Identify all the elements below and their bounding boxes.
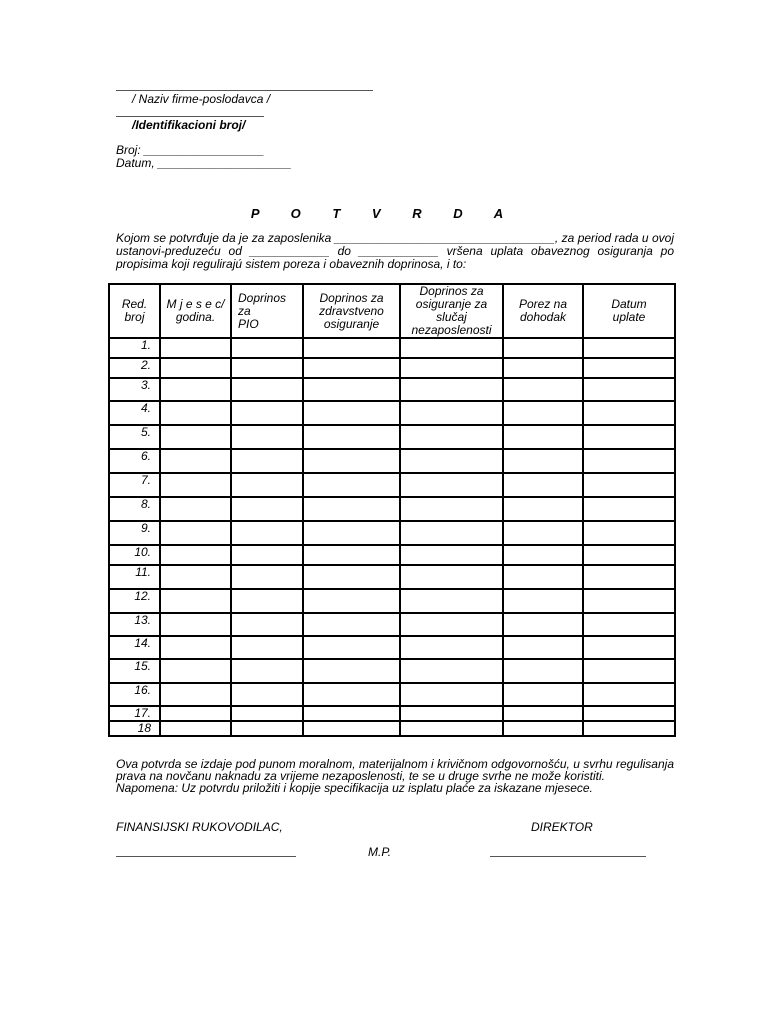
table-row <box>109 338 675 358</box>
row-number: 3. <box>109 378 160 401</box>
table-header-row <box>109 284 675 338</box>
table-cell[interactable] <box>231 473 303 497</box>
company-name-line <box>116 80 373 91</box>
table-cell[interactable] <box>231 378 303 401</box>
table-cell[interactable] <box>160 565 231 589</box>
table-cell[interactable] <box>303 545 400 565</box>
table-cell[interactable] <box>303 449 400 473</box>
table-cell[interactable] <box>503 636 583 659</box>
table-cell[interactable] <box>303 613 400 636</box>
row-number: 10. <box>109 545 160 565</box>
table-cell[interactable] <box>400 378 503 401</box>
footer-note: Napomena: Uz potvrdu priložiti i kopije specifikacija uz isplatu plaće za iskazane mjesece. <box>116 781 593 795</box>
table-cell[interactable] <box>400 545 503 565</box>
table-cell[interactable] <box>231 545 303 565</box>
intro-line-2-i: osiguranja <box>597 244 653 258</box>
table-cell[interactable] <box>583 706 675 721</box>
table-cell[interactable] <box>400 473 503 497</box>
table-cell[interactable] <box>583 358 675 378</box>
table-cell[interactable] <box>400 497 503 521</box>
table-cell[interactable] <box>160 473 231 497</box>
table-row <box>109 378 675 401</box>
row-number: 2. <box>109 358 160 378</box>
footer-text-2: prava na novčanu naknadu za vrijeme nezaposlenosti, te se u druge svrhe ne može koristiti. <box>116 769 605 783</box>
table-row <box>109 449 675 473</box>
row-number: 13. <box>109 613 160 636</box>
document-number: Broj: __________________ <box>116 143 265 157</box>
table-cell[interactable] <box>231 613 303 636</box>
column-header-7: Datum uplate <box>583 284 675 338</box>
table-cell[interactable] <box>303 589 400 613</box>
table-cell[interactable] <box>303 358 400 378</box>
table-cell[interactable] <box>400 401 503 425</box>
table-cell[interactable] <box>503 358 583 378</box>
row-number: 18 <box>109 721 160 736</box>
row-number: 6. <box>109 449 160 473</box>
table-cell[interactable] <box>400 338 503 358</box>
table-cell[interactable] <box>303 659 400 683</box>
intro-line-2-e: ____________ <box>358 244 439 258</box>
column-header-2: M j e s e c/ godina. <box>160 284 231 338</box>
table-cell[interactable] <box>583 721 675 736</box>
column-header-1: Red. broj <box>109 284 160 338</box>
table-cell[interactable] <box>583 449 675 473</box>
table-cell[interactable] <box>503 683 583 706</box>
table-cell[interactable] <box>231 683 303 706</box>
table-cell[interactable] <box>160 636 231 659</box>
table-body <box>109 338 675 736</box>
table-cell[interactable] <box>160 659 231 683</box>
column-header-4: Doprinos za zdravstveno osiguranje <box>303 284 400 338</box>
table-cell[interactable] <box>503 401 583 425</box>
table-cell[interactable] <box>160 721 231 736</box>
table-cell[interactable] <box>400 683 503 706</box>
table-cell[interactable] <box>231 338 303 358</box>
table-cell[interactable] <box>160 358 231 378</box>
table-cell[interactable] <box>160 545 231 565</box>
table-cell[interactable] <box>583 659 675 683</box>
column-header-3: Doprinos za PIO <box>231 284 303 338</box>
table-cell[interactable] <box>160 589 231 613</box>
table-cell[interactable] <box>160 521 231 545</box>
table-row <box>109 401 675 425</box>
table-cell[interactable] <box>303 497 400 521</box>
table-cell[interactable] <box>583 425 675 449</box>
row-number: 9. <box>109 521 160 545</box>
table-cell[interactable] <box>160 449 231 473</box>
table-row <box>109 721 675 736</box>
table-row <box>109 706 675 721</box>
table-cell[interactable] <box>583 683 675 706</box>
row-number: 1. <box>109 338 160 358</box>
row-number: 7. <box>109 473 160 497</box>
table-cell[interactable] <box>583 401 675 425</box>
table-cell[interactable] <box>231 358 303 378</box>
table-cell[interactable] <box>303 636 400 659</box>
table-row <box>109 358 675 378</box>
intro-line-2-c: ____________ <box>249 244 330 258</box>
table-cell[interactable] <box>160 425 231 449</box>
table-row <box>109 521 675 545</box>
table-cell[interactable] <box>503 565 583 589</box>
row-number: 11. <box>109 565 160 589</box>
intro-line-2-d: do <box>337 244 351 258</box>
table-cell[interactable] <box>583 565 675 589</box>
column-header-6: Porez na dohodak <box>503 284 583 338</box>
intro-line-2-b: od <box>228 244 242 258</box>
table-cell[interactable] <box>231 521 303 545</box>
intro-line-2-j: po <box>660 244 674 258</box>
table-row <box>109 589 675 613</box>
table-row <box>109 636 675 659</box>
table-cell[interactable] <box>303 425 400 449</box>
table-row <box>109 683 675 706</box>
table-cell[interactable] <box>400 521 503 545</box>
table-cell[interactable] <box>303 683 400 706</box>
table-cell[interactable] <box>503 378 583 401</box>
table-cell[interactable] <box>400 358 503 378</box>
table-row <box>109 497 675 521</box>
table-cell[interactable] <box>231 636 303 659</box>
table-cell[interactable] <box>303 721 400 736</box>
table-cell[interactable] <box>400 449 503 473</box>
column-header-5: Doprinos za osiguranje za slučaj nezaposlenosti <box>400 284 503 338</box>
director-title: DIREKTOR <box>531 820 593 834</box>
table-cell[interactable] <box>503 521 583 545</box>
table-cell[interactable] <box>583 473 675 497</box>
table-row <box>109 425 675 449</box>
intro-line-2-g: uplata <box>490 244 524 258</box>
table-cell[interactable] <box>400 706 503 721</box>
table-cell[interactable] <box>303 565 400 589</box>
table-row <box>109 565 675 589</box>
table-cell[interactable] <box>583 521 675 545</box>
table-cell[interactable] <box>503 338 583 358</box>
id-number-label: /Identifikacioni broj/ <box>132 118 246 132</box>
table-cell[interactable] <box>160 401 231 425</box>
row-number: 5. <box>109 425 160 449</box>
table-cell[interactable] <box>583 338 675 358</box>
table-row <box>109 613 675 636</box>
table-cell[interactable] <box>583 613 675 636</box>
page-title: P O T V R D A <box>250 206 518 221</box>
table-cell[interactable] <box>503 473 583 497</box>
table-cell[interactable] <box>583 636 675 659</box>
intro-line-1: Kojom se potvrđuje da je za zaposlenika _________________________________, za period rada u ovoj <box>116 231 674 245</box>
table-cell[interactable] <box>400 613 503 636</box>
table-cell[interactable] <box>503 659 583 683</box>
table-cell[interactable] <box>303 473 400 497</box>
stamp-placeholder: M.P. <box>368 845 392 859</box>
table-cell[interactable] <box>303 706 400 721</box>
footer-text-1: Ova potvrda se izdaje pod punom moralnom, materijalnom i krivičnom odgovornošću, u svrhu regulisanja <box>116 757 674 771</box>
table-cell[interactable] <box>400 589 503 613</box>
table-cell[interactable] <box>160 378 231 401</box>
table-cell[interactable] <box>303 401 400 425</box>
table-cell[interactable] <box>400 721 503 736</box>
table-cell[interactable] <box>160 497 231 521</box>
intro-line-2-a: ustanovi-preduzeću <box>116 244 221 258</box>
table-cell[interactable] <box>160 706 231 721</box>
table-row <box>109 659 675 683</box>
table-cell[interactable] <box>231 565 303 589</box>
table-cell[interactable] <box>303 521 400 545</box>
table-cell[interactable] <box>583 497 675 521</box>
table-cell[interactable] <box>503 721 583 736</box>
table-cell[interactable] <box>231 721 303 736</box>
table-cell[interactable] <box>231 589 303 613</box>
table-cell[interactable] <box>400 636 503 659</box>
table-cell[interactable] <box>231 449 303 473</box>
intro-line-2-h: obaveznog <box>530 244 590 258</box>
director-signature-line <box>490 856 646 857</box>
table-row <box>109 545 675 565</box>
table-cell[interactable] <box>400 425 503 449</box>
table-cell[interactable] <box>231 659 303 683</box>
table-cell[interactable] <box>503 497 583 521</box>
row-number: 17. <box>109 706 160 721</box>
company-name-label: / Naziv firme-poslodavca / <box>132 92 271 106</box>
financial-manager-signature-line <box>116 856 296 857</box>
contributions-table <box>108 283 676 737</box>
table-cell[interactable] <box>160 338 231 358</box>
id-number-line <box>116 106 264 117</box>
table-cell[interactable] <box>303 378 400 401</box>
row-number: 16. <box>109 683 160 706</box>
table-cell[interactable] <box>160 683 231 706</box>
table-cell[interactable] <box>583 589 675 613</box>
table-cell[interactable] <box>503 613 583 636</box>
financial-manager-title: FINANSIJSKI RUKOVODILAC, <box>116 820 283 834</box>
table-cell[interactable] <box>503 706 583 721</box>
table-row <box>109 473 675 497</box>
table-cell[interactable] <box>503 589 583 613</box>
row-number: 15. <box>109 659 160 683</box>
table-cell[interactable] <box>400 565 503 589</box>
table-cell[interactable] <box>583 545 675 565</box>
row-number: 4. <box>109 401 160 425</box>
row-number: 14. <box>109 636 160 659</box>
document-date: Datum, ____________________ <box>116 156 292 170</box>
table-cell[interactable] <box>503 449 583 473</box>
row-number: 8. <box>109 497 160 521</box>
table-cell[interactable] <box>503 545 583 565</box>
table-cell[interactable] <box>583 378 675 401</box>
table-cell[interactable] <box>231 401 303 425</box>
intro-line-2-f: vršena <box>446 244 483 258</box>
table-cell[interactable] <box>231 425 303 449</box>
table-cell[interactable] <box>231 497 303 521</box>
table-cell[interactable] <box>400 659 503 683</box>
table-cell[interactable] <box>503 425 583 449</box>
table-cell[interactable] <box>303 338 400 358</box>
table-cell[interactable] <box>231 706 303 721</box>
intro-line-3: propisima koji regulirajú sistem poreza i obaveznih doprinosa, i to: <box>116 257 467 271</box>
table-cell[interactable] <box>160 613 231 636</box>
row-number: 12. <box>109 589 160 613</box>
